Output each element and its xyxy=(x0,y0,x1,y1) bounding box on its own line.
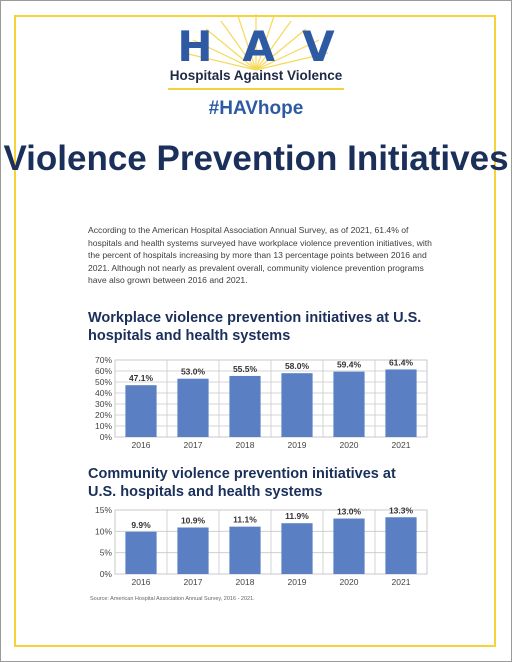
y-tick-label: 5% xyxy=(99,547,112,558)
y-tick-label: 50% xyxy=(94,377,112,387)
bar-value-label: 59.4% xyxy=(336,359,362,370)
bar-value-label: 61.4% xyxy=(388,357,414,368)
bar-value-label: 13.3% xyxy=(388,505,414,516)
y-tick-label: 20% xyxy=(94,410,112,420)
logo-org-name: Hospitals Against Violence xyxy=(169,68,343,83)
bar xyxy=(281,523,312,574)
bar-value-label: 58.0% xyxy=(284,361,310,372)
bar xyxy=(333,372,364,437)
intro-paragraph: According to the American Hospital Association Annual Survey, as of 2021, 61.4% of hospitals and health systems surveyed have workplace violence prevention initiatives, with the percent of hospitals increasing by more than 13 percentage points between 2016 and 2021. Although not nearly as prevalent overall, community violence prevention programs have also grown between 2016 and 2021. xyxy=(88,225,432,286)
bar-value-label: 11.9% xyxy=(285,511,309,522)
chart-title-community: Community violence prevention initiatives at U.S. hospitals and health systems xyxy=(88,466,396,500)
x-tick-label: 2018 xyxy=(235,577,255,587)
bar-value-label: 10.9% xyxy=(180,515,206,526)
x-tick-label: 2017 xyxy=(183,440,203,450)
bar xyxy=(385,517,416,574)
x-tick-label: 2019 xyxy=(287,440,307,450)
y-tick-label: 10% xyxy=(94,421,112,431)
chart-title-workplace: Workplace violence prevention initiatives at U.S. hospitals and health systems xyxy=(88,310,422,344)
y-tick-label: 40% xyxy=(94,388,112,398)
y-tick-label: 30% xyxy=(94,399,112,409)
source-note: Source: American Hospital Association Annual Survey, 2016 - 2021. xyxy=(90,596,255,602)
y-tick-label: 70% xyxy=(94,355,112,365)
hashtag: #HAVhope xyxy=(208,98,304,119)
logo-underline xyxy=(168,88,344,90)
x-tick-label: 2020 xyxy=(339,577,359,587)
bar xyxy=(125,385,156,437)
hav-logo xyxy=(0,0,512,95)
y-tick-label: 0% xyxy=(99,569,112,579)
x-tick-label: 2016 xyxy=(131,577,151,587)
community-bar-chart xyxy=(0,500,512,590)
bar xyxy=(333,519,364,574)
y-tick-label: 15% xyxy=(94,505,112,515)
bar xyxy=(177,379,208,437)
bar-value-label: 13.0% xyxy=(336,506,362,517)
bar xyxy=(229,376,260,437)
bar xyxy=(177,527,208,574)
y-tick-label: 10% xyxy=(94,526,112,537)
bar-value-label: 11.1% xyxy=(233,514,257,525)
bar xyxy=(385,369,416,437)
bar-value-label: 9.9% xyxy=(131,519,151,530)
y-tick-label: 0% xyxy=(99,432,112,442)
x-tick-label: 2020 xyxy=(339,440,359,450)
y-tick-label: 60% xyxy=(94,366,112,376)
logo-letters: HAV xyxy=(177,22,365,71)
bar xyxy=(281,373,312,437)
bar xyxy=(229,527,260,574)
workplace-bar-chart xyxy=(0,350,512,450)
page-title: Violence Prevention Initiatives xyxy=(3,139,509,178)
bar-value-label: 47.1% xyxy=(128,373,154,384)
x-tick-label: 2016 xyxy=(131,440,151,450)
x-tick-label: 2018 xyxy=(235,440,255,450)
bar xyxy=(125,532,156,574)
x-tick-label: 2017 xyxy=(183,577,203,587)
x-tick-label: 2019 xyxy=(287,577,307,587)
bar-value-label: 53.0% xyxy=(180,366,206,377)
x-tick-label: 2021 xyxy=(391,440,411,450)
bar-value-label: 55.5% xyxy=(232,363,258,374)
x-tick-label: 2021 xyxy=(391,577,411,587)
